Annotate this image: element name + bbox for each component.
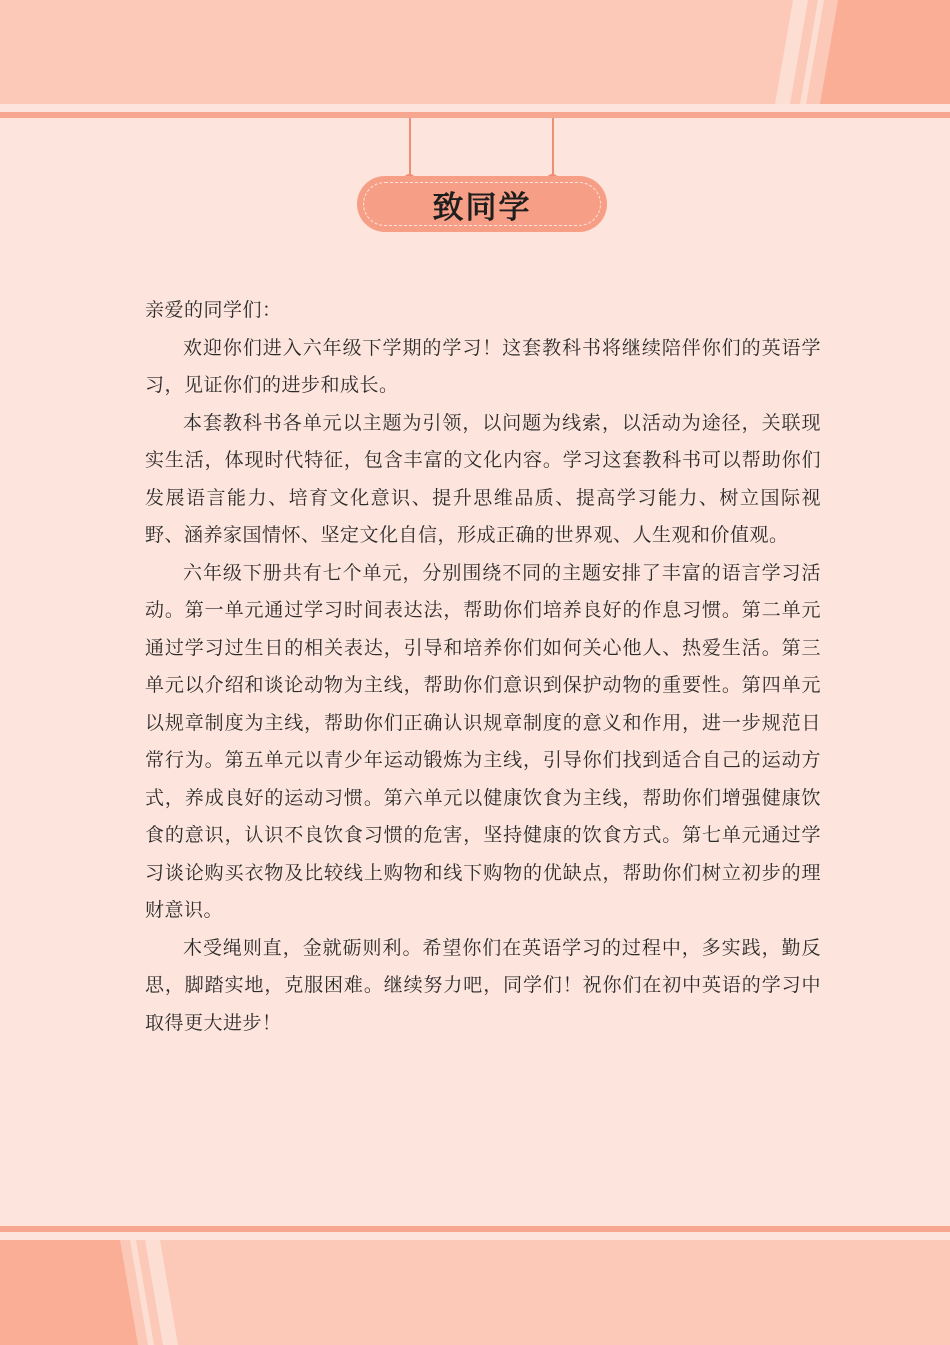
bottom-divider-line [0,1226,950,1232]
top-decorative-band [0,0,950,104]
letter-body [145,292,821,1042]
bottom-decorative-band [0,1240,950,1345]
title-hanger-string-left [409,118,411,180]
paragraph-unit-overview: 六年级下册共有七个单元，分别围绕不同的主题安排了丰富的语言学习活动。第一单元通过学习时间表达法，帮助你们培养良好的作息习惯。第二单元通过学习过生日的相关表达，引导和培养你们如何关心他人、热爱生活。第三单元以介绍和谈论动物为主线，帮助你们意识到保护动物的重要性。第四单元以规章制度为主线，帮助你们正确认识规章制度的意义和作用，进一步规范日常行为。第五单元以青少年运动锻炼为主线，引导你们找到适合自己的运动方式，养成良好的运动习惯。第六单元以健康饮食为主线，帮助你们增强健康饮食的意识，认识不良饮食习惯的危害，坚持健康的饮食方式。第七单元通过学习谈论购买衣物及比较线上购物和线下购物的优缺点，帮助你们树立初步的理财意识。 [145,561,821,921]
top-divider-line [0,112,950,118]
salutation: 亲爱的同学们： [145,299,282,321]
paragraph-closing-wishes: 木受绳则直，金就砺则利。希望你们在英语学习的过程中，多实践，勤反思，脚踏实地，克服困难。继续努力吧，同学们！祝你们在初中英语的学习中取得更大进步！ [145,936,821,1034]
title-hanger-string-right [552,118,554,180]
top-stripes-decoration [750,0,950,104]
paragraph-textbook-goals: 本套教科书各单元以主题为引领，以问题为线索，以活动为途径，关联现实生活，体现时代特征，包含丰富的文化内容。学习这套教科书可以帮助你们发展语言能力、培育文化意识、提升思维品质、提高学习能力、树立国际视野、涵养家国情怀、坚定文化自信，形成正确的世界观、人生观和价值观。 [145,411,821,546]
paragraph-welcome: 欢迎你们进入六年级下学期的学习！这套教科书将继续陪伴你们的英语学习，见证你们的进步和成长。 [145,336,821,396]
page-title: 致同学 [432,189,532,226]
bottom-stripes-decoration [0,1240,200,1345]
title-badge [357,176,607,232]
